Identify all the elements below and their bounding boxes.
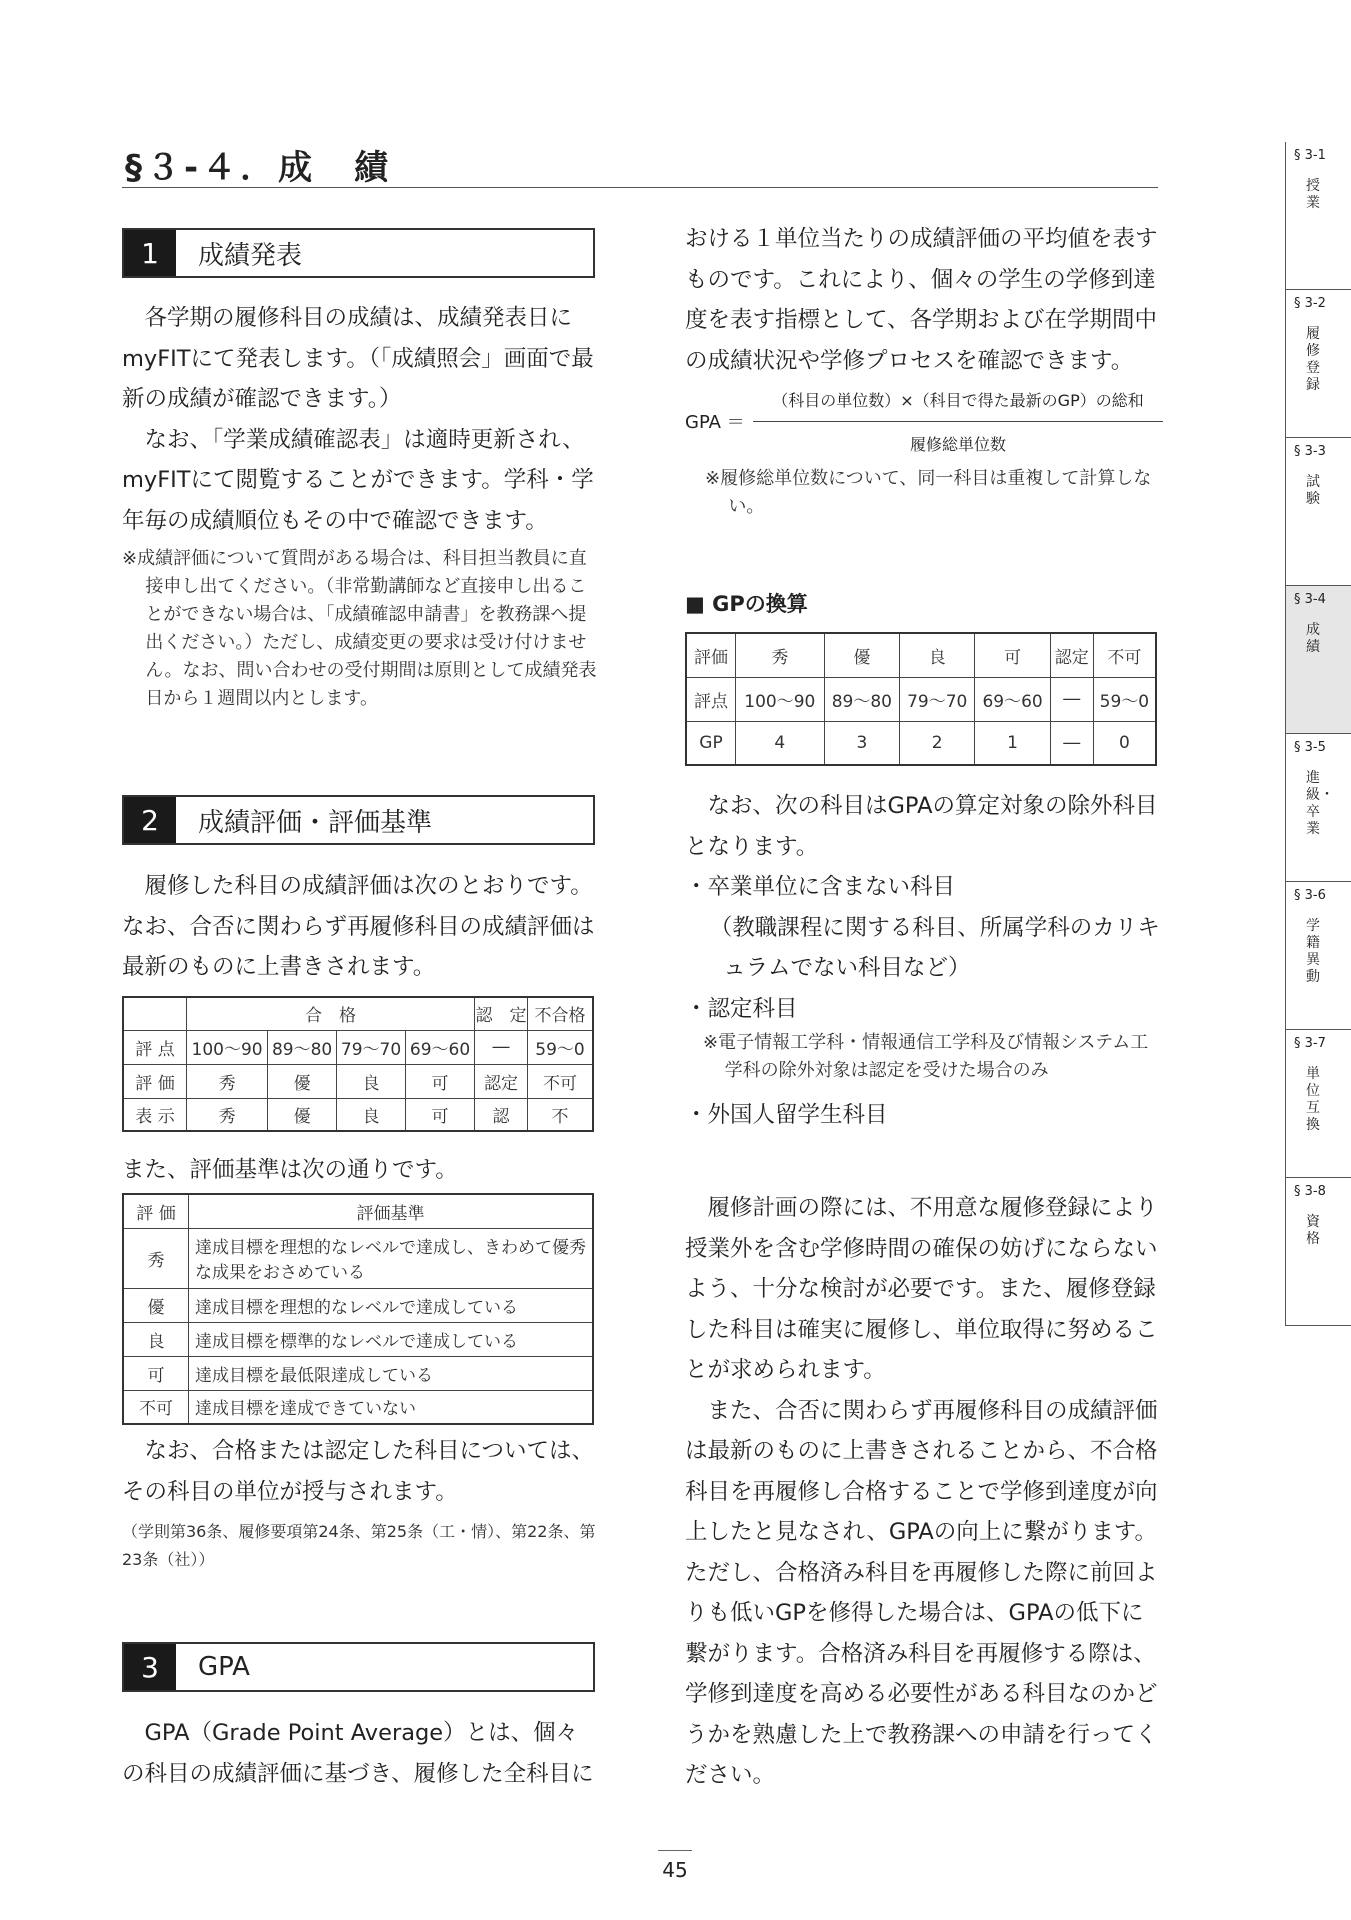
formula-lhs: GPA ＝ xyxy=(685,412,745,433)
tab-label: 授業 xyxy=(1306,178,1320,211)
table-cell: ― xyxy=(1050,677,1093,721)
section-title: GPA xyxy=(198,1652,250,1682)
paragraph: 履修計画の際には、不用意な履修登録により授業外を含む学修時間の確保の妨げにならないよう、十分な検討が必要です。また、履修登録した科目は確実に履修し、単位取得に努めることが求められます。 xyxy=(685,1195,1158,1383)
paragraph: また、評価基準は次の通りです。 xyxy=(122,1157,458,1183)
row-label: 評 点 xyxy=(123,1030,187,1064)
tab-label: 学籍異動 xyxy=(1306,918,1320,985)
table-cell: 優 xyxy=(268,1098,337,1131)
section-3-body xyxy=(122,1713,600,1794)
table-cell: 59～0 xyxy=(1093,677,1156,721)
tab-label: 成績 xyxy=(1306,622,1320,655)
criteria-intro xyxy=(122,1150,600,1191)
table-cell: 可 xyxy=(406,1064,475,1098)
table-cell: ― xyxy=(475,1030,528,1064)
paragraph: GPA（Grade Point Average）とは、個々の科目の成績評価に基づき、履修した全科目に xyxy=(122,1720,594,1787)
table-cell: 認 xyxy=(475,1098,528,1131)
table-cell: 59～0 xyxy=(528,1030,594,1064)
table-cell: ― xyxy=(1050,721,1093,765)
section-2-intro xyxy=(122,866,600,988)
row-label: 評 価 xyxy=(123,1064,187,1098)
note: ※電子情報工学科・情報通信工学科及び情報システム工学科の除外対象は認定を受けた場合のみ xyxy=(703,1032,1149,1081)
table-cell: 可 xyxy=(975,633,1050,677)
chapter-tabs xyxy=(1285,142,1351,1326)
tab-code: § 3-6 xyxy=(1294,888,1326,903)
tab-3-2[interactable] xyxy=(1285,290,1351,438)
tab-code: § 3-5 xyxy=(1294,740,1326,755)
table-cell: 不可 xyxy=(1093,633,1156,677)
table-row xyxy=(123,1098,593,1131)
table-cell: 秀 xyxy=(736,633,825,677)
tab-3-6[interactable] xyxy=(1285,882,1351,1030)
table-cell: 評価 xyxy=(686,633,736,677)
table-cell: GP xyxy=(686,721,736,765)
tab-3-7[interactable] xyxy=(1285,1030,1351,1178)
table-cell: 可 xyxy=(406,1098,475,1131)
table-cell: 4 xyxy=(736,721,825,765)
header-pass: 合 格 xyxy=(187,997,475,1030)
table-corner xyxy=(123,997,187,1030)
grade-cell: 秀 xyxy=(123,1228,189,1288)
paragraph: なお、「学業成績確認表」は適時更新され、myFITにて閲覧することができます。学科・学年毎の成績順位もその中で確認できます。 xyxy=(122,426,594,534)
header-grade: 評 価 xyxy=(123,1194,189,1228)
list-item-detail: （教職課程に関する科目、所属学科のカリキュラムでない科目など） xyxy=(709,914,1160,981)
tab-label: 進級・卒業 xyxy=(1306,770,1334,837)
table-cell: 100～90 xyxy=(187,1030,268,1064)
paragraph: また、合否に関わらず再履修科目の成績評価は最新のものに上書きされることから、不合格科目を再履修し合格することで学修到達度が向上したと見なされ、GPAの向上に繋がります。ただし、合格済み科目を再履修した際に前回よりも低いGPを修得した場合は、GPAの低下に繋がります。合格済み科目を再履修する際は、学修到達度を高める必要性がある科目なのかどうかを熟慮した上で教務課への申請を行ってください。 xyxy=(685,1397,1158,1788)
fraction-bar xyxy=(753,421,1163,422)
formula-numerator: （科目の単位数）×（科目で得た最新のGP）の総和 xyxy=(772,391,1144,410)
tab-3-5[interactable] xyxy=(1285,734,1351,882)
reference: （学則第36条、履修要項第24条、第25条（工・情）、第22条、第23条（社）） xyxy=(122,1522,596,1569)
header-criteria: 評価基準 xyxy=(189,1194,594,1228)
list-item: ・認定科目 xyxy=(685,995,798,1022)
table-row xyxy=(123,1390,593,1424)
grade-table xyxy=(122,996,594,1132)
table-cell: 秀 xyxy=(187,1098,268,1131)
section-title: 成績評価・評価基準 xyxy=(198,807,433,838)
grade-cell: 可 xyxy=(123,1356,189,1390)
section-header-3 xyxy=(122,1642,595,1692)
formula-denominator: 履修総単位数 xyxy=(909,435,1006,454)
criteria-cell: 達成目標を標準的なレベルで達成している xyxy=(189,1322,594,1356)
table-cell: 秀 xyxy=(187,1064,268,1098)
row-label: 表 示 xyxy=(123,1098,187,1131)
table-cell: 不 xyxy=(528,1098,594,1131)
criteria-table xyxy=(122,1193,594,1425)
section-title: 成績発表 xyxy=(198,240,303,271)
criteria-cell: 達成目標を最低限達成している xyxy=(189,1356,594,1390)
criteria-cell: 達成目標を達成できていない xyxy=(189,1390,594,1424)
gpa-formula xyxy=(685,388,1163,460)
page-number: 45 xyxy=(662,1858,688,1882)
tab-code: § 3-2 xyxy=(1294,296,1326,311)
table-cell: 認定 xyxy=(475,1064,528,1098)
table-row xyxy=(123,1030,593,1064)
note: ※成績評価について質問がある場合は、科目担当教員に直接申し出てください。（非常勤講師など直接申し出ることができない場合は、「成績確認申請書」を教務課へ提出ください。）ただし、成績変更の要求は受け付けません。なお、問い合わせの受付期間は原則として成績発表日から１週間以内とします。 xyxy=(122,548,597,709)
section-header-1 xyxy=(122,228,595,278)
list-item: ・外国人留学生科目 xyxy=(685,1102,888,1128)
note: ※履修総単位数について、同一科目は重複して計算しない。 xyxy=(705,468,1152,517)
table-row xyxy=(123,1322,593,1356)
section-number: 3 xyxy=(124,1644,176,1690)
tab-3-3[interactable] xyxy=(1285,438,1351,586)
paragraph: なお、合格または認定した科目については、その科目の単位が授与されます。 xyxy=(122,1438,595,1505)
table-cell: 評点 xyxy=(686,677,736,721)
section-2-closing xyxy=(122,1431,600,1574)
header-cert: 認 定 xyxy=(475,997,528,1030)
section-1-body xyxy=(122,298,600,713)
table-cell: 不可 xyxy=(528,1064,594,1098)
tab-3-8[interactable] xyxy=(1285,1178,1351,1326)
table-cell: 69～60 xyxy=(406,1030,475,1064)
tab-3-1[interactable] xyxy=(1285,142,1351,290)
table-cell: 良 xyxy=(337,1098,406,1131)
table-row xyxy=(123,1228,593,1288)
table-row xyxy=(686,677,1156,721)
table-cell: 0 xyxy=(1093,721,1156,765)
tab-label: 単位互換 xyxy=(1306,1066,1320,1133)
table-row xyxy=(686,633,1156,677)
table-cell: 優 xyxy=(268,1064,337,1098)
gpa-note-wrap xyxy=(705,465,1155,521)
tab-label: 履修登録 xyxy=(1306,326,1320,393)
grade-cell: 良 xyxy=(123,1322,189,1356)
tab-label: 試験 xyxy=(1306,474,1320,507)
table-cell: 良 xyxy=(900,633,975,677)
grade-cell: 優 xyxy=(123,1288,189,1322)
title-rule xyxy=(122,187,1158,188)
tab-code: § 3-3 xyxy=(1294,444,1326,459)
paragraph: なお、次の科目はGPAの算定対象の除外科目となります。 xyxy=(685,793,1158,860)
paragraph: 履修した科目の成績評価は次のとおりです。なお、合否に関わらず再履修科目の成績評価は最新のものに上書きされます。 xyxy=(122,873,595,980)
list-item: ・卒業単位に含まない科目 xyxy=(685,874,956,900)
tab-code: § 3-8 xyxy=(1294,1184,1326,1199)
section-number: 1 xyxy=(124,230,176,276)
tab-code: § 3-1 xyxy=(1294,148,1326,163)
closing-paragraphs xyxy=(685,1188,1163,1796)
header-fail: 不合格 xyxy=(528,997,594,1030)
paragraph: 各学期の履修科目の成績は、成績発表日にmyFITにて発表します。（「成績照会」画面で最新の成績が確認できます。） xyxy=(122,305,594,412)
criteria-cell: 達成目標を理想的なレベルで達成し、きわめて優秀な成果をおさめている xyxy=(189,1228,594,1288)
grade-cell: 不可 xyxy=(123,1390,189,1424)
tab-code: § 3-7 xyxy=(1294,1036,1326,1051)
table-cell: 3 xyxy=(824,721,899,765)
page-title: §３-４．成 績 xyxy=(125,148,393,188)
table-cell: 89～80 xyxy=(268,1030,337,1064)
gpa-description xyxy=(685,219,1163,381)
section-header-2 xyxy=(122,795,595,845)
table-row xyxy=(686,721,1156,765)
table-cell: 69～60 xyxy=(975,677,1050,721)
table-cell: 2 xyxy=(900,721,975,765)
table-cell: 79～70 xyxy=(337,1030,406,1064)
tab-3-4[interactable] xyxy=(1285,586,1351,734)
table-cell: 79～70 xyxy=(900,677,975,721)
table-cell: 89～80 xyxy=(824,677,899,721)
gp-table xyxy=(685,632,1157,766)
section-number: 2 xyxy=(124,797,176,843)
table-row xyxy=(123,1064,593,1098)
table-row xyxy=(123,1288,593,1322)
table-row xyxy=(123,1356,593,1390)
tab-label: 資格 xyxy=(1306,1214,1320,1247)
table-cell: 1 xyxy=(975,721,1050,765)
table-cell: 100～90 xyxy=(736,677,825,721)
paragraph: おける１単位当たりの成績評価の平均値を表すものです。これにより、個々の学生の学修到達度を表す指標として、各学期および在学期間中の成績状況や学修プロセスを確認できます。 xyxy=(685,226,1158,374)
page-number-rule xyxy=(658,1850,692,1851)
table-cell: 認定 xyxy=(1050,633,1093,677)
gp-heading: ■ GPの換算 xyxy=(685,592,808,616)
table-cell: 良 xyxy=(337,1064,406,1098)
exclusions xyxy=(685,786,1163,1136)
criteria-cell: 達成目標を理想的なレベルで達成している xyxy=(189,1288,594,1322)
tab-code: § 3-4 xyxy=(1294,592,1326,607)
table-cell: 優 xyxy=(824,633,899,677)
